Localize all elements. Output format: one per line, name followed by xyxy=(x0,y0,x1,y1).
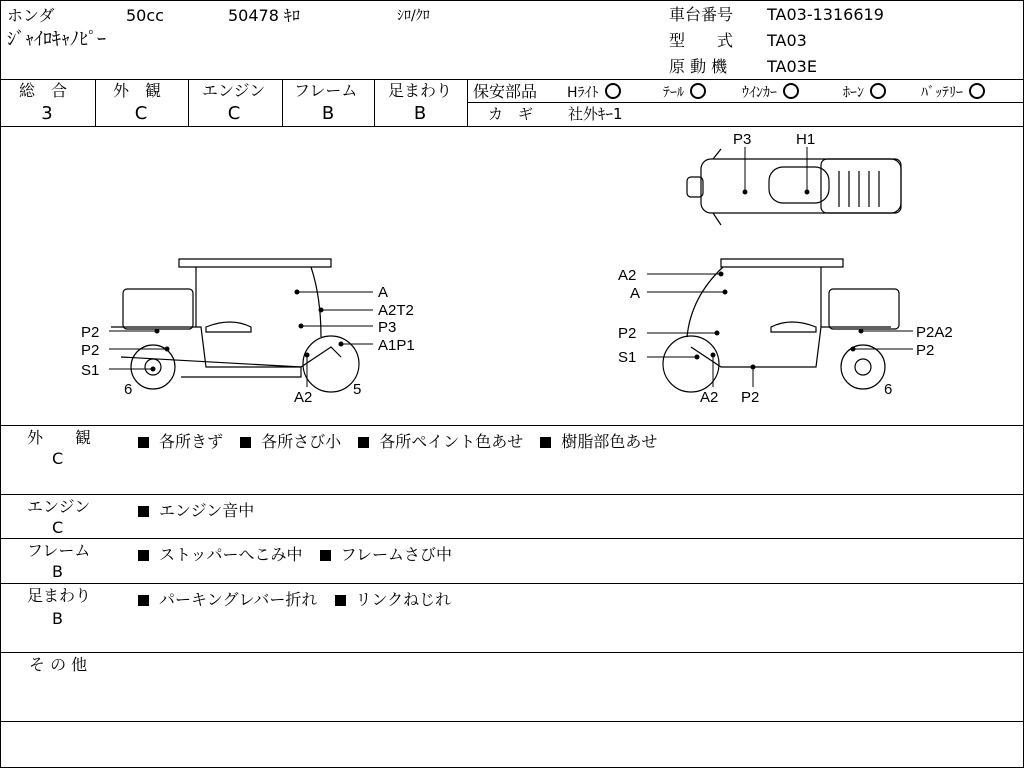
label-top-p3: P3 xyxy=(733,131,752,148)
label-left: A2 xyxy=(294,389,313,406)
key-value: 社外ｷｰ1 xyxy=(568,105,623,123)
mileage: 50478 ｷﾛ xyxy=(228,6,300,25)
label-left: 5 xyxy=(353,381,362,398)
engine-grade-label: エンジン xyxy=(202,81,266,100)
safety-battery: ﾊﾞｯﾃﾘｰ xyxy=(921,83,985,102)
key-label: カ ギ xyxy=(488,105,534,123)
label-left: A xyxy=(378,284,389,301)
remarks-engine-label: エンジン xyxy=(27,497,91,516)
maker: ホンダ xyxy=(7,6,55,25)
label-right: P2 xyxy=(741,389,760,406)
ok-mark-icon xyxy=(969,83,985,99)
remarks-engine-grade: C xyxy=(52,518,64,537)
chassis-label: 車台番号 xyxy=(669,5,734,24)
ok-mark-icon xyxy=(605,83,621,99)
right-cargo-box xyxy=(829,289,899,329)
exterior-grade: C xyxy=(134,103,148,124)
remarks-other-label: そ の 他 xyxy=(29,655,88,674)
label-left: A1P1 xyxy=(378,337,415,354)
type-label: 型 式 xyxy=(669,31,734,50)
label-left: P2 xyxy=(81,324,100,341)
engine-label: 原 動 機 xyxy=(669,57,728,76)
left-cargo-box xyxy=(123,289,193,329)
remarks-engine-items: エンジン音中 xyxy=(138,498,266,521)
label-left: 6 xyxy=(124,381,133,398)
displacement: 50cc xyxy=(126,6,164,25)
label-right: S1 xyxy=(618,349,637,366)
label-left: P3 xyxy=(378,319,397,336)
label-right: 6 xyxy=(884,381,893,398)
suspension-label: 足まわり xyxy=(388,81,453,100)
label-right: P2 xyxy=(618,325,637,342)
left-roof xyxy=(179,259,331,267)
safety-label: 保安部品 xyxy=(473,82,538,101)
remarks-exterior-label: 外 観 xyxy=(27,428,92,447)
top-view-seat xyxy=(769,167,829,203)
ok-mark-icon xyxy=(783,83,799,99)
ok-mark-icon xyxy=(690,83,706,99)
remarks-suspension-grade: B xyxy=(52,609,63,628)
chassis-value: TA03-1316619 xyxy=(767,5,884,24)
safety-tail: ﾃｰﾙ xyxy=(663,83,706,102)
label-right: P2A2 xyxy=(916,324,953,341)
remarks-suspension-label: 足まわり xyxy=(27,586,92,605)
frame-label: フレーム xyxy=(294,81,358,100)
right-rear-wheel xyxy=(841,345,885,389)
remarks-exterior-items: 各所きず 各所さび小 各所ペイント色あせ 樹脂部色あせ xyxy=(138,429,669,452)
model-name: ｼﾞｬｲﾛｷｬﾉﾋﾟｰ xyxy=(7,29,106,50)
label-right: A2 xyxy=(700,389,719,406)
label-right: P2 xyxy=(916,342,935,359)
label-right: A2 xyxy=(618,267,637,284)
engine-grade: C xyxy=(227,103,241,124)
overall-grade: 3 xyxy=(41,103,53,124)
type-value: TA03 xyxy=(767,31,807,50)
exterior-label: 外 観 xyxy=(113,81,162,100)
remarks-frame-grade: B xyxy=(52,562,63,581)
engine-value: TA03E xyxy=(767,57,817,76)
remarks-exterior-grade: C xyxy=(52,449,64,468)
right-roof xyxy=(721,259,843,267)
remarks-suspension-items: パーキングレバー折れ リンクねじれ xyxy=(138,587,463,610)
ok-mark-icon xyxy=(870,83,886,99)
vehicle-diagram xyxy=(1,127,1023,425)
suspension-grade: B xyxy=(413,103,427,124)
frame-grade: B xyxy=(321,103,335,124)
remarks-frame-items: ストッパーへこみ中 フレームさび中 xyxy=(138,542,464,565)
safety-headlight: Hﾗｲﾄ xyxy=(567,83,621,102)
overall-label: 総 合 xyxy=(19,81,68,100)
label-left: A2T2 xyxy=(378,302,414,319)
safety-winker: ｳｲﾝｶｰ xyxy=(742,83,799,102)
safety-horn: ﾎｰﾝ xyxy=(843,83,886,102)
remarks-frame-label: フレーム xyxy=(27,541,91,560)
label-top-h1: H1 xyxy=(796,131,816,148)
color: ｼﾛ/ｸﾛ xyxy=(397,8,430,24)
label-left: P2 xyxy=(81,342,100,359)
label-left: S1 xyxy=(81,362,100,379)
right-front-wheel xyxy=(663,336,719,392)
label-right: A xyxy=(630,285,641,302)
